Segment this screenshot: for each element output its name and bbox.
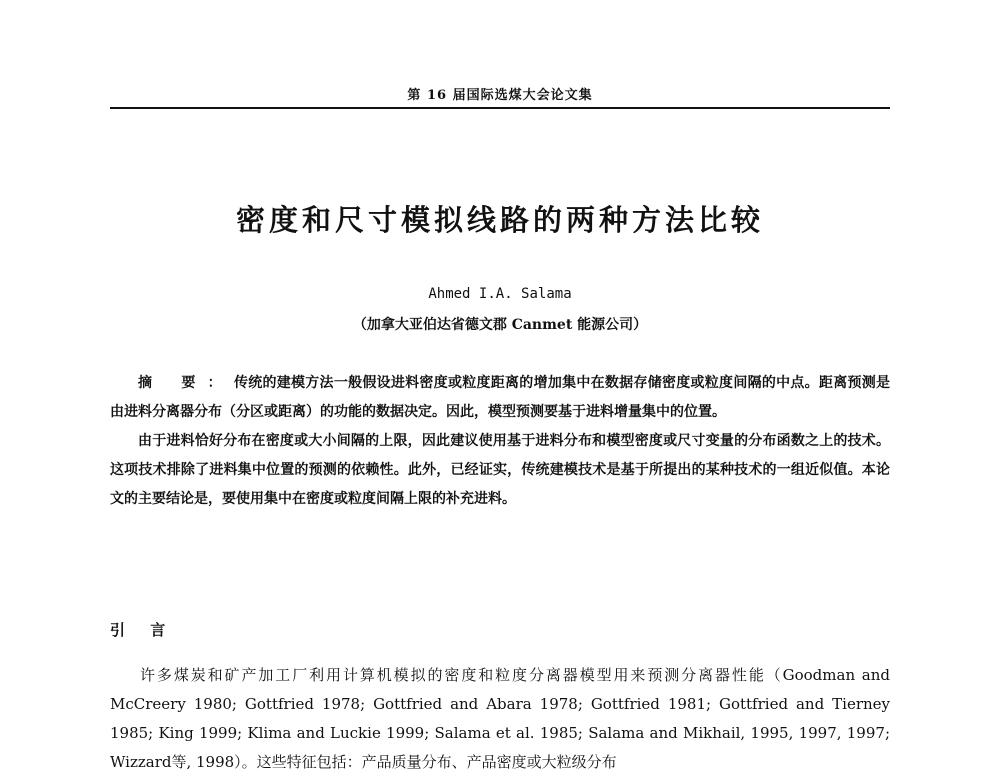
abstract bbox=[110, 369, 890, 514]
introduction-paragraph-1: 许多煤炭和矿产加工厂利用计算机模拟的密度和粒度分离器模型用来预测分离器性能（Goodman and McCreery 1980; Gottfried 1978; Gottfried and Abara 1978; Gottfried 1981; Gottfried and Tierney 1985; King 1999; Klima and Luckie 1999; Salama et al. 1985; Salama and Mikhail, 1995, 1997, 1997; Wizzard等, 1998）。这些特征包括：产品质量分布、产品密度或大粒级分布 bbox=[110, 666, 890, 771]
author-name: Ahmed I.A. Salama bbox=[428, 286, 572, 302]
abstract-text-1: 传统的建模方法一般假设进料密度或粒度距离的增加集中在数据存储密度或粒度间隔的中点。距离预测是由进料分离器分布（分区或距离）的功能的数据决定。因此，模型预测要基于进料增量集中的位置。 bbox=[110, 375, 891, 420]
abstract-paragraph-1 bbox=[110, 369, 890, 427]
author-affiliation: （加拿大亚伯达省德文郡 Canmet 能源公司） bbox=[352, 317, 648, 333]
paper-title: 密度和尺寸模拟线路的两种方法比较 bbox=[235, 203, 764, 237]
abstract-paragraph-2: 由于进料恰好分布在密度或大小间隔的上限，因此建议使用基于进料分布和模型密度或尺寸变量的分布函数之上的技术。这项技术排除了进料集中位置的预测的依赖性。此外，已经证实，传统建模技术是基于所提出的某种技术的一组近似值。本论文的主要结论是，要使用集中在密度或粒度间隔上限的补充进料。 bbox=[110, 433, 890, 507]
abstract-label: 摘 要： bbox=[138, 375, 234, 391]
header-rule bbox=[110, 107, 890, 109]
section-heading-introduction: 引 言 bbox=[110, 621, 176, 639]
running-header: 第 16 届国际选煤大会论文集 bbox=[407, 88, 593, 103]
